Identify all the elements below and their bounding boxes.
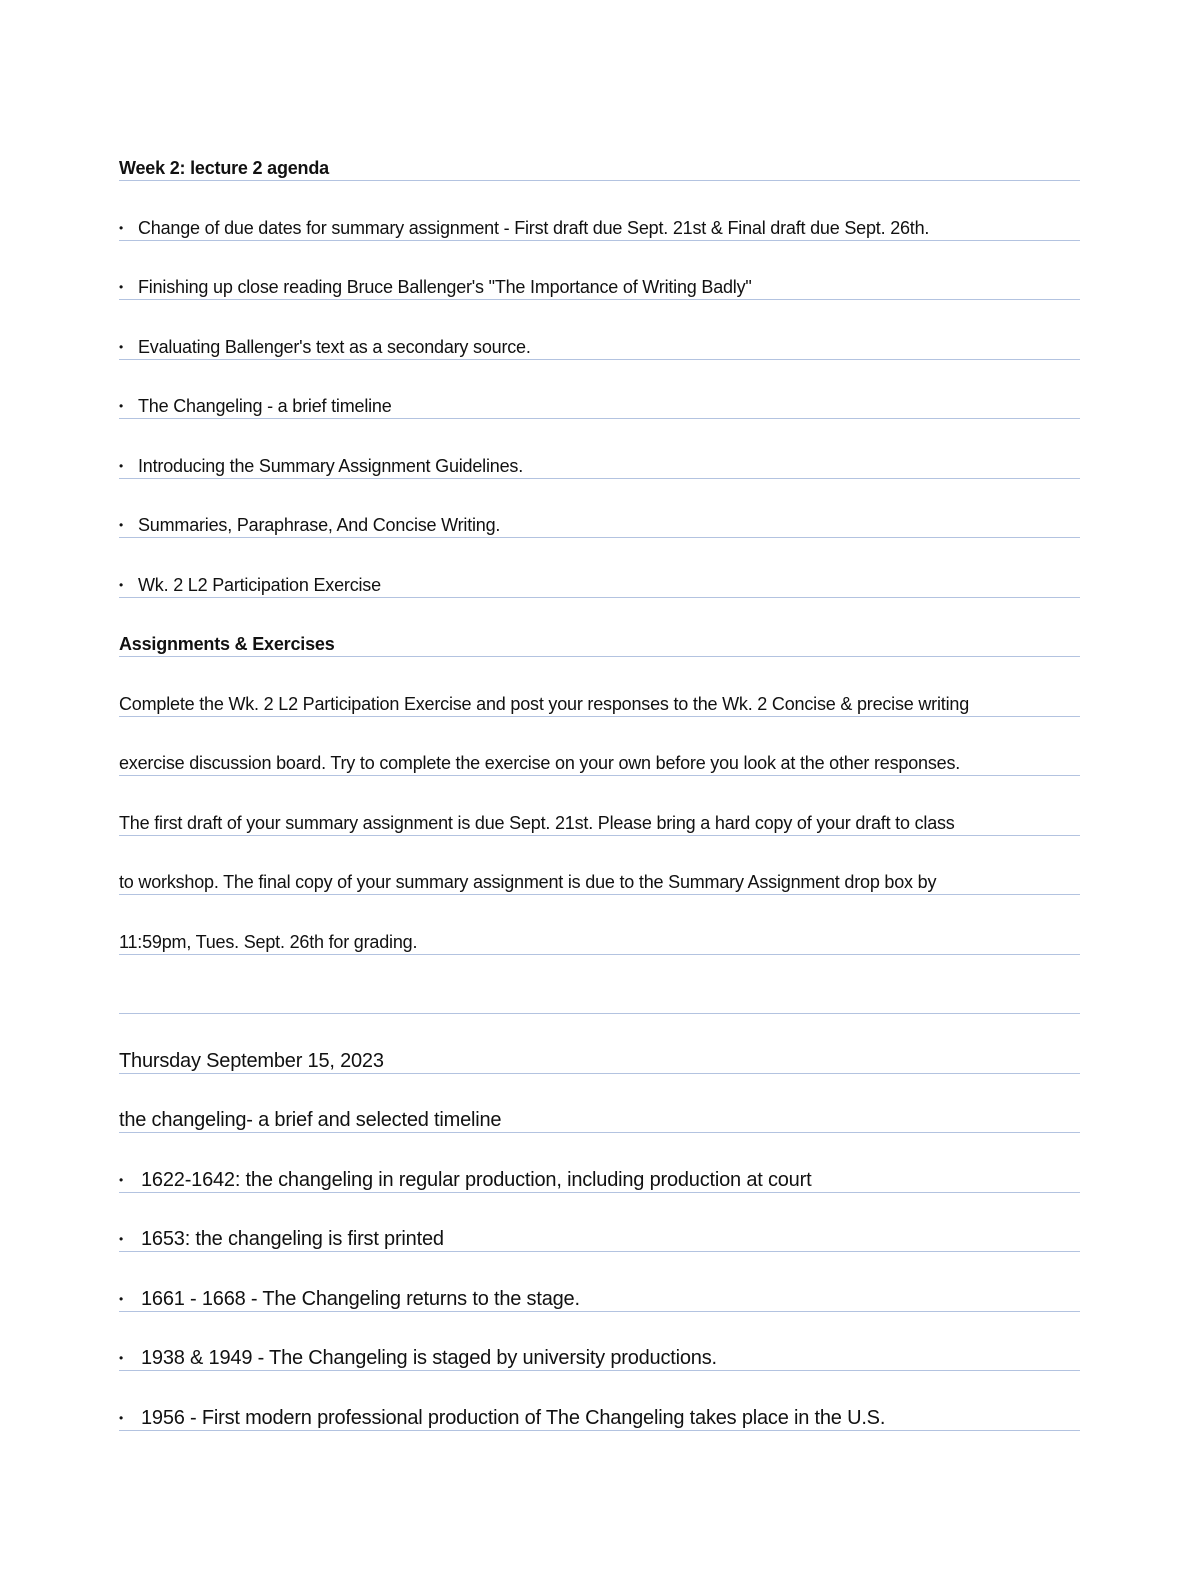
timeline-item: [119, 1133, 1080, 1193]
bullet-icon: •: [119, 1231, 124, 1246]
bullet-icon: •: [119, 1291, 124, 1306]
bullet-icon: •: [119, 339, 124, 354]
agenda-item-text: Evaluating Ballenger's text as a secondary source.: [138, 336, 531, 357]
timeline-item-text: 1661 - 1668 - The Changeling returns to the stage.: [141, 1287, 580, 1310]
agenda-item-text: Finishing up close reading Bruce Ballenger's "The Importance of Writing Badly": [138, 276, 752, 297]
assignments-text-line: [119, 776, 1080, 836]
assignments-title-line: [119, 597, 1080, 657]
agenda-title: Week 2: lecture 2 agenda: [119, 157, 329, 178]
assignments-text: to workshop. The final copy of your summary assignment is due to the Summary Assignment drop box by: [119, 871, 937, 892]
notes-heading: the changeling- a brief and selected timeline: [119, 1108, 502, 1131]
bullet-icon: •: [119, 517, 124, 532]
timeline-item-text: 1653: the changeling is first printed: [141, 1227, 444, 1250]
agenda-item-text: Introducing the Summary Assignment Guidelines.: [138, 455, 523, 476]
assignments-text-line: [119, 716, 1080, 776]
assignments-text: 11:59pm, Tues. Sept. 26th for grading.: [119, 931, 418, 952]
agenda-item: [119, 538, 1080, 598]
assignments-text: exercise discussion board. Try to complete the exercise on your own before you look at the other responses.: [119, 752, 961, 773]
bullet-icon: •: [119, 279, 124, 294]
agenda-item: [119, 359, 1080, 419]
agenda-item: [119, 240, 1080, 300]
agenda-item: [119, 419, 1080, 479]
empty-ruled-line: [119, 954, 1080, 1014]
timeline-item-text: 1956 - First modern professional production of The Changeling takes place in the U.S.: [141, 1406, 886, 1429]
timeline-item: [119, 1311, 1080, 1371]
bullet-icon: •: [119, 458, 124, 473]
assignments-text: The first draft of your summary assignment is due Sept. 21st. Please bring a hard copy of your draft to class: [119, 812, 955, 833]
timeline-item: [119, 1371, 1080, 1431]
agenda-item-text: Change of due dates for summary assignment - First draft due Sept. 21st & Final draft due Sept. 26th.: [138, 217, 930, 238]
agenda-item-text: The Changeling - a brief timeline: [138, 395, 392, 416]
agenda-item: [119, 181, 1080, 241]
timeline-item: [119, 1252, 1080, 1312]
agenda-item: [119, 478, 1080, 538]
bullet-icon: •: [119, 577, 124, 592]
notes-heading-line: [119, 1073, 1080, 1133]
bullet-icon: •: [119, 398, 124, 413]
timeline-item-text: 1938 & 1949 - The Changeling is staged by university productions.: [141, 1346, 717, 1369]
bullet-icon: •: [119, 220, 124, 235]
notes-date: Thursday September 15, 2023: [119, 1049, 384, 1072]
assignments-text-line: [119, 835, 1080, 895]
bullet-icon: •: [119, 1350, 124, 1365]
agenda-item-text: Wk. 2 L2 Participation Exercise: [138, 574, 381, 595]
timeline-item-text: 1622-1642: the changeling in regular production, including production at court: [141, 1168, 812, 1191]
bullet-icon: •: [119, 1410, 124, 1425]
agenda-item-text: Summaries, Paraphrase, And Concise Writing.: [138, 514, 501, 535]
agenda-item: [119, 300, 1080, 360]
timeline-item: [119, 1192, 1080, 1252]
assignments-text: Complete the Wk. 2 L2 Participation Exercise and post your responses to the Wk. 2 Concise & precise writing: [119, 693, 970, 714]
bullet-icon: •: [119, 1172, 124, 1187]
assignments-text-line: [119, 657, 1080, 717]
assignments-title: Assignments & Exercises: [119, 633, 335, 654]
agenda-title-line: [119, 121, 1080, 181]
assignments-text-line: [119, 895, 1080, 955]
notes-date-line: [119, 1014, 1080, 1074]
